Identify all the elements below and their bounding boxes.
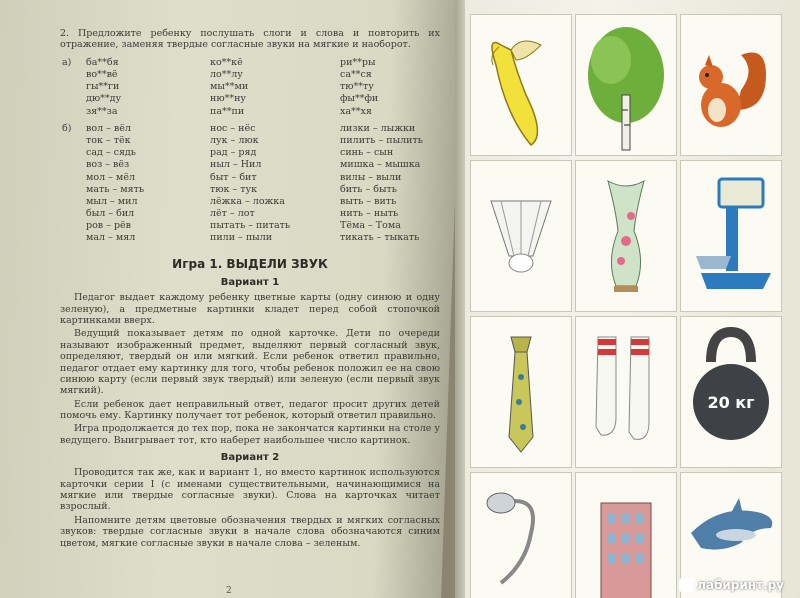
syllable: гы**ги <box>86 81 120 93</box>
labirint-logo-icon <box>679 578 693 592</box>
word-pair: пытать – питать <box>210 220 291 232</box>
word-pair: тюк – тук <box>210 183 258 195</box>
card-kettlebell <box>680 316 782 468</box>
card-shuttlecock <box>470 160 572 312</box>
card-birch <box>575 14 677 156</box>
birch-tree-icon <box>576 15 676 155</box>
word-pair: тикать – тыкать <box>340 232 420 244</box>
word-pair: пилить – пылить <box>340 134 423 146</box>
vase-icon <box>576 161 676 311</box>
syllable: са**ся <box>340 68 372 80</box>
card-socks <box>575 316 677 468</box>
socks-icon <box>576 317 676 467</box>
syllable: ко**кё <box>210 56 243 68</box>
section-a-marker: а) <box>62 56 72 68</box>
word-pair: лук – люк <box>210 134 259 146</box>
syllable: фы**фи <box>340 93 379 105</box>
section-a-col3 <box>340 57 378 118</box>
section-b-col1 <box>86 123 144 245</box>
variant1-title: Вариант 1 <box>220 277 280 289</box>
section-a-col2 <box>210 57 248 118</box>
word-pair: лёт – лот <box>210 208 255 220</box>
syllable: мы**ми <box>210 81 249 93</box>
syllable: ню**ну <box>210 93 247 105</box>
syllable: тю**ту <box>340 81 374 93</box>
word-pair: ток – тёк <box>86 134 131 146</box>
shuttlecock-icon <box>471 161 571 311</box>
variant2-paragraph: Проводится так же, как и вариант 1, но вместо картинок используются карточки серии I (с именами существительными, начинающимися на мягкие или твердые согласные звуки). Слова на карточках читает взрослый. <box>60 467 440 513</box>
banana-icon <box>471 15 571 155</box>
word-pair: синь – сын <box>340 147 394 159</box>
syllable: дю**ду <box>86 93 122 105</box>
variant1-paragraph: Если ребенок дает неправильный ответ, педагог просит других детей помочь ему. Картинку получает тот ребенок, который ответил правильно. <box>60 398 440 422</box>
word-pair: лизки – лыжки <box>340 122 416 134</box>
variant1-paragraph: Игра продолжается до тех пор, пока не закончатся картинки на столе у ведущего. Выигрывает тот, кто наберет наибольшее число картинок. <box>60 423 440 446</box>
card-squirrel <box>680 14 782 156</box>
building-icon <box>576 473 676 598</box>
kettlebell-icon <box>681 317 781 467</box>
word-pair: мол – мёл <box>86 171 135 183</box>
section-b-col2 <box>210 123 290 245</box>
left-page-text <box>60 28 440 551</box>
shower-head-icon <box>471 473 571 598</box>
word-pair: вилы – выли <box>340 171 402 183</box>
variant2-paragraph: Напомните детям цветовые обозначения твердых и мягких согласных звуков: твердые согласные звуки в начале слова обозначаются синим цветом, мягкие согласные звуки в начале слова – зеленым. <box>60 514 440 549</box>
syllable-table <box>60 57 440 117</box>
variant1-paragraph: Ведущий показывает детям по одной карточке. Дети по очереди называют изображенный предмет, выделяют первый согласный звук, определяют, твердый он или мягкий. Если ребенок ответил правильно, педагог отдает ему картинку для того, чтобы ребенок положил ее на свою синюю карту (если первый звук твердый) или зеленую (если первый звук мягкий). <box>60 328 440 397</box>
word-pair: выть – вить <box>340 195 397 207</box>
page-number: 2 <box>226 586 232 596</box>
word-pair: вол – вёл <box>86 122 131 134</box>
site-watermark <box>679 578 784 593</box>
squirrel-icon <box>681 15 781 155</box>
syllable: па**пи <box>210 105 245 117</box>
syllable: зя**за <box>86 105 118 117</box>
task-intro: 2. Предложите ребенку послушать слоги и слова и повторить их отражение, заменяя твердые согласные звуки на мягкие и наоборот. <box>60 28 440 51</box>
card-shower <box>470 472 572 598</box>
word-pair: пили – пыли <box>210 232 273 244</box>
syllable: ри**ры <box>340 56 376 68</box>
section-b-marker: б) <box>62 122 72 134</box>
word-pair: бить – быть <box>340 183 397 195</box>
word-pair-table <box>60 123 440 251</box>
word-pair: сад – сядь <box>86 147 136 159</box>
section-b-col3 <box>340 123 423 245</box>
word-pair: рад – ряд <box>210 147 257 159</box>
word-pair: ров – рёв <box>86 220 131 232</box>
word-pair: Тёма – Тома <box>340 220 401 232</box>
game-title: Игра 1. ВЫДЕЛИ ЗВУК <box>172 256 328 271</box>
syllable: ха**хя <box>340 105 372 117</box>
syllable: во**вё <box>86 68 118 80</box>
kettlebell-label: 20 кг <box>707 393 755 412</box>
word-pair: ныл – Нил <box>210 159 262 171</box>
word-pair: нить – ныть <box>340 208 399 220</box>
card-vase <box>575 160 677 312</box>
word-pair: воз – вёз <box>86 159 130 171</box>
word-pair: был – бил <box>86 208 135 220</box>
syllable: ба**бя <box>86 56 119 68</box>
card-building <box>575 472 677 598</box>
word-pair: нос – нёс <box>210 122 256 134</box>
watermark-text: лабиринт.ру <box>697 577 784 592</box>
word-pair: быт – бит <box>210 171 257 183</box>
card-tie <box>470 316 572 468</box>
word-pair: мыл – мил <box>86 195 138 207</box>
variant2-title: Вариант 2 <box>220 452 280 464</box>
card-banana <box>470 14 572 156</box>
word-pair: мать – мять <box>86 183 145 195</box>
scales-icon <box>681 161 781 311</box>
word-pair: лёжка – ложка <box>210 195 285 207</box>
word-pair: мал – мял <box>86 232 136 244</box>
card-scales <box>680 160 782 312</box>
section-a-col1 <box>86 57 121 118</box>
syllable: ло**лу <box>210 68 243 80</box>
variant1-paragraph: Педагог выдает каждому ребенку цветные карты (одну синюю и одну зеленую), а предметные картинки кладет перед собой стопочкой картинками вверх. <box>60 292 440 326</box>
word-pair: мишка – мышка <box>340 159 421 171</box>
necktie-icon <box>471 317 571 467</box>
